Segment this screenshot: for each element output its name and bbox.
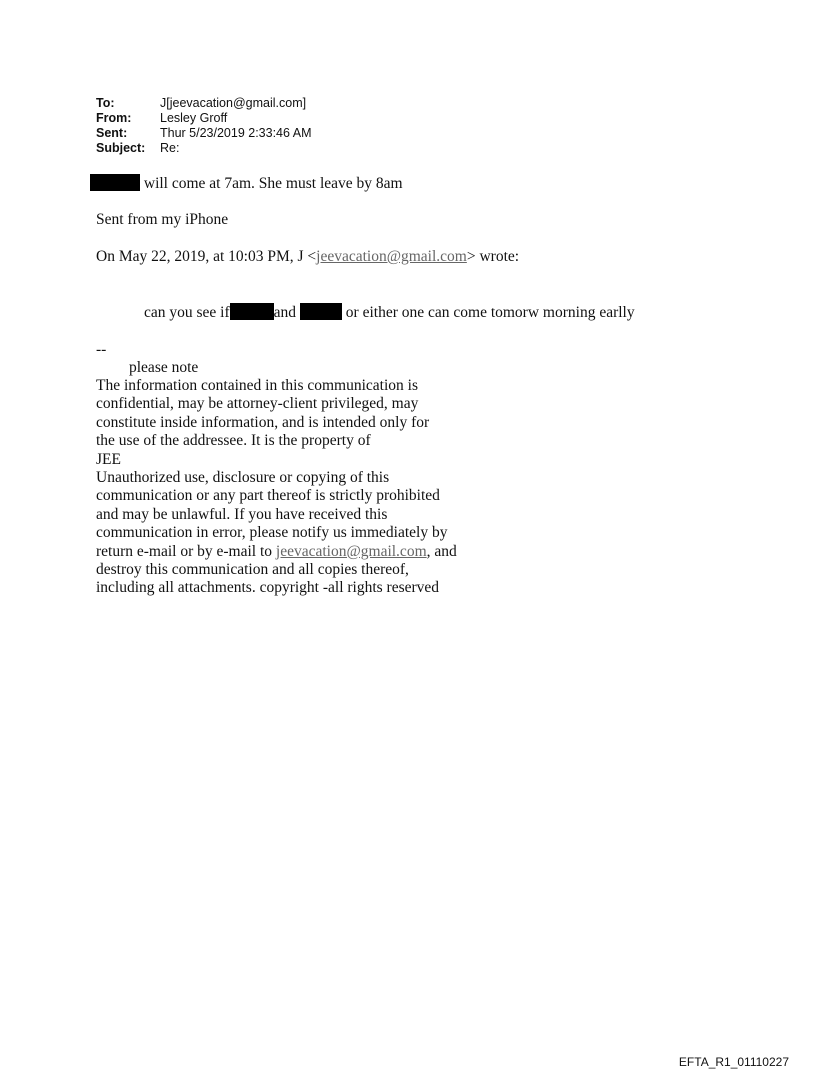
disclaimer-line: confidential, may be attorney-client privileged, may (96, 395, 419, 413)
disclaimer-line: communication in error, please notify us immediately by (96, 524, 448, 542)
please-note: please note (129, 359, 199, 376)
disclaimer-line: constitute inside information, and is intended only for (96, 413, 430, 431)
disclaimer-line: the use of the addressee. It is the property of (96, 432, 371, 450)
sent-row (96, 126, 312, 141)
redaction-block (300, 303, 342, 320)
disclaimer-email-line (96, 543, 457, 561)
signature-dashes: -- (96, 341, 107, 358)
disclaimer-email-prefix: return e-mail or by e-mail to (96, 542, 276, 560)
redaction-block (90, 174, 140, 191)
to-row (96, 96, 312, 111)
quoted-message (144, 303, 635, 322)
quote-intro (96, 248, 519, 266)
quote-intro-prefix: On May 22, 2019, at 10:03 PM, J < (96, 248, 317, 265)
disclaimer-line: destroy this communication and all copies thereof, (96, 561, 409, 579)
quoted-part-2: and (273, 304, 297, 321)
disclaimer-line: and may be unlawful. If you have received this (96, 505, 388, 523)
disclaimer-email-suffix: , and (426, 542, 457, 560)
quote-email-link[interactable]: jeevacation@gmail.com (316, 248, 467, 265)
from-value: Lesley Groff (160, 111, 228, 125)
disclaimer-line: JEE (96, 450, 121, 468)
subject-label: Subject: (96, 141, 146, 155)
subject-value: Re: (160, 141, 180, 155)
sent-label: Sent: (96, 126, 128, 140)
to-label: To: (96, 96, 115, 110)
document-id: EFTA_R1_01110227 (678, 1055, 789, 1069)
reply-line (90, 174, 403, 193)
to-value: J[jeevacation@gmail.com] (160, 96, 307, 110)
email-header (96, 96, 312, 156)
disclaimer (96, 377, 457, 598)
disclaimer-email-link[interactable]: jeevacation@gmail.com (275, 542, 427, 560)
quote-intro-suffix: > wrote: (466, 248, 520, 265)
reply-text: will come at 7am. She must leave by 8am (143, 175, 403, 192)
disclaimer-line: Unauthorized use, disclosure or copying of this (96, 469, 390, 487)
quoted-part-1: can you see if (144, 304, 230, 321)
from-row (96, 111, 312, 126)
sent-value: Thur 5/23/2019 2:33:46 AM (160, 126, 312, 140)
disclaimer-line: communication or any part thereof is strictly prohibited (96, 487, 440, 505)
disclaimer-line: including all attachments. copyright -all rights reserved (96, 579, 440, 597)
redaction-block (230, 303, 274, 320)
disclaimer-line: The information contained in this communication is (96, 377, 418, 394)
quoted-part-3: or either one can come tomorw morning earlly (345, 304, 635, 321)
subject-row (96, 141, 312, 156)
from-label: From: (96, 111, 132, 125)
signature: Sent from my iPhone (96, 211, 229, 228)
